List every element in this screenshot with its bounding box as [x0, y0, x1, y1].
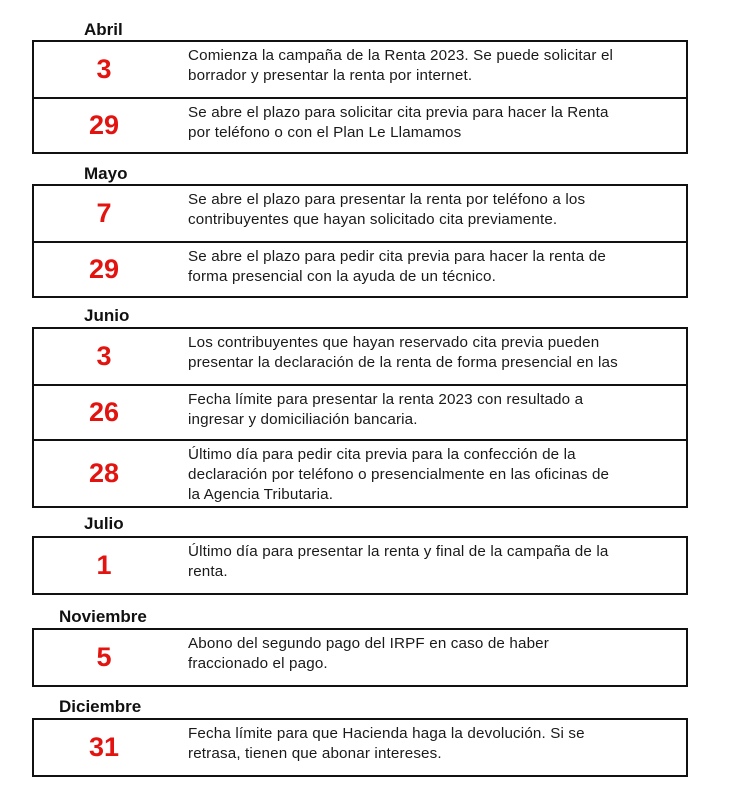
event-description: [188, 333, 682, 373]
event-description: [188, 103, 682, 143]
event-description-line: forma presencial con la ayuda de un técnico.: [188, 268, 496, 285]
event-row: [34, 384, 686, 439]
event-description-line: renta.: [188, 563, 228, 580]
event-day: 26: [88, 397, 120, 427]
event-description-line: Último día para presentar la renta y final de la campaña de la: [188, 543, 609, 560]
event-day: 29: [88, 254, 120, 284]
event-description: [188, 724, 682, 764]
event-day: 31: [88, 732, 120, 762]
event-description-line: Último día para pedir cita previa para la confección de la: [188, 446, 576, 463]
event-description-line: borrador y presentar la renta por internet.: [188, 67, 473, 84]
event-description-line: por teléfono o con el Plan Le Llamamos: [188, 124, 462, 141]
event-row: [34, 186, 686, 241]
event-description-line: Se abre el plazo para solicitar cita previa para hacer la Renta: [188, 104, 609, 121]
month-events-table: [32, 40, 688, 154]
event-description: [188, 634, 682, 674]
event-row: [34, 630, 686, 685]
month-heading: Junio: [84, 306, 130, 325]
event-day: 29: [88, 110, 120, 140]
event-description-line: ingresar y domiciliación bancaria.: [188, 411, 418, 428]
event-row: [34, 720, 686, 775]
event-description-line: Fecha límite para presentar la renta 2023 con resultado a: [188, 391, 584, 408]
event-row: [34, 439, 686, 506]
event-description-line: contribuyentes que hayan solicitado cita previamente.: [188, 211, 558, 228]
month-heading: Abril: [84, 20, 123, 39]
event-description-line: declaración por teléfono o presencialmente en las oficinas de: [188, 466, 610, 483]
event-day: 5: [96, 642, 112, 672]
month-heading: Mayo: [84, 164, 128, 183]
event-description-line: Se abre el plazo para presentar la renta por teléfono a los: [188, 191, 586, 208]
event-description-line: la Agencia Tributaria.: [188, 486, 334, 503]
event-description-line: Fecha límite para que Hacienda haga la devolución. Si se: [188, 725, 585, 742]
month-events-table: [32, 536, 688, 595]
month-events-table: [32, 718, 688, 777]
event-row: [34, 97, 686, 152]
event-description: [188, 542, 682, 582]
event-day: 3: [96, 54, 112, 84]
event-day: 1: [96, 550, 112, 580]
event-description: [188, 390, 682, 430]
event-row: [34, 538, 686, 593]
event-row: [34, 241, 686, 296]
month-heading: Diciembre: [59, 697, 142, 716]
month-events-table: [32, 184, 688, 298]
event-description-line: Se abre el plazo para pedir cita previa para hacer la renta de: [188, 248, 606, 265]
month-events-table: [32, 327, 688, 508]
event-day: 3: [96, 341, 112, 371]
event-description-line: retrasa, tienen que abonar intereses.: [188, 745, 442, 762]
event-description: [188, 46, 682, 86]
event-day: 28: [88, 458, 120, 488]
event-row: [34, 42, 686, 97]
event-description: [188, 190, 682, 230]
event-description-line: presentar la declaración de la renta de forma presencial en las: [188, 354, 618, 371]
event-description: [188, 445, 682, 505]
month-heading: Julio: [84, 514, 124, 533]
event-row: [34, 329, 686, 384]
event-description: [188, 247, 682, 287]
event-day: 7: [96, 198, 112, 228]
month-events-table: [32, 628, 688, 687]
event-description-line: Comienza la campaña de la Renta 2023. Se puede solicitar el: [188, 47, 614, 64]
event-description-line: fraccionado el pago.: [188, 655, 328, 672]
month-heading: Noviembre: [59, 607, 147, 626]
event-description-line: Los contribuyentes que hayan reservado cita previa pueden: [188, 334, 600, 351]
event-description-line: Abono del segundo pago del IRPF en caso de haber: [188, 635, 549, 652]
